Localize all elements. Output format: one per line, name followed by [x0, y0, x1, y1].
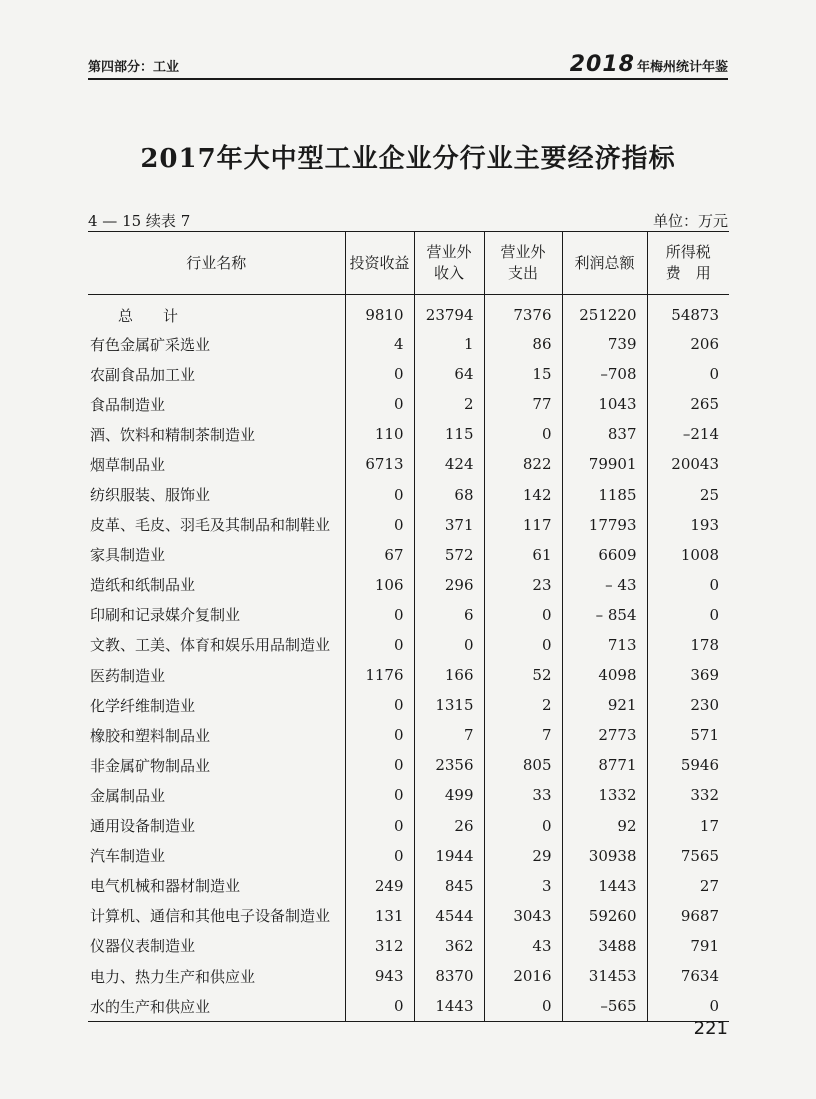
total-profit-value: 8771 [562, 750, 647, 780]
non-operating-expense-value: 3 [484, 871, 562, 901]
income-tax-value: 0 [647, 359, 729, 389]
investment-income-value: 0 [345, 750, 414, 780]
table-header-row [88, 232, 729, 295]
income-tax-value: 54873 [647, 295, 729, 330]
industry-name: 家具制造业 [90, 546, 166, 565]
table-row [88, 510, 729, 540]
non-operating-expense-value: 822 [484, 449, 562, 479]
investment-income-value: 106 [345, 570, 414, 600]
total-profit-value: 2773 [562, 720, 647, 750]
income-tax-value: 17 [647, 811, 729, 841]
non-operating-expense-value: 77 [484, 389, 562, 419]
investment-income-value: 0 [345, 690, 414, 720]
table-row [88, 961, 729, 991]
industry-name: 总 计 [118, 306, 179, 325]
income-tax-value: 1008 [647, 540, 729, 570]
income-tax-value: 0 [647, 570, 729, 600]
non-operating-income-value: 23794 [414, 295, 484, 330]
table-number: 4 — 15 续表 7 [88, 212, 191, 230]
industry-name: 医药制造业 [90, 666, 166, 685]
non-operating-expense-value: 33 [484, 780, 562, 810]
total-profit-value: 1043 [562, 389, 647, 419]
table-row [88, 359, 729, 389]
section-label: 第四部分：工业 [88, 60, 180, 75]
total-profit-value: 3488 [562, 931, 647, 961]
table-row [88, 630, 729, 660]
total-profit-value: 59260 [562, 901, 647, 931]
header-line: 营业外 [426, 243, 472, 261]
industry-name: 水的生产和供应业 [88, 991, 345, 1022]
investment-income-value: 0 [345, 479, 414, 509]
header-line: 费 用 [665, 264, 711, 282]
header-line: 所得税 [665, 243, 711, 261]
income-tax-value: 9687 [647, 901, 729, 931]
income-tax-value: 0 [647, 600, 729, 630]
non-operating-income-value: 6 [414, 600, 484, 630]
income-tax-value: 5946 [647, 750, 729, 780]
industry-name: 烟草制品业 [90, 455, 166, 474]
non-operating-expense-value: 0 [484, 630, 562, 660]
total-profit-value: 1185 [562, 479, 647, 509]
table-row [88, 901, 729, 931]
table-row [88, 811, 729, 841]
income-tax-value: 193 [647, 510, 729, 540]
investment-income-value: 0 [345, 510, 414, 540]
non-operating-income-value: 166 [414, 660, 484, 690]
non-operating-expense-value: 7 [484, 720, 562, 750]
industry-name: 文教、工美、体育和娱乐用品制造业 [90, 636, 331, 655]
industry-name: 农副食品加工业 [90, 365, 196, 384]
non-operating-expense-value: 86 [484, 329, 562, 359]
income-tax-value: 0 [647, 991, 729, 1022]
income-tax-value: 791 [647, 931, 729, 961]
income-tax-value: 571 [647, 720, 729, 750]
table-row [88, 600, 729, 630]
industry-name: 橡胶和塑料制品业 [90, 726, 211, 745]
non-operating-income-value: 572 [414, 540, 484, 570]
non-operating-expense-value: 0 [484, 419, 562, 449]
investment-income-value: 0 [345, 811, 414, 841]
income-tax-value: 206 [647, 329, 729, 359]
page-number: 221 [693, 1018, 728, 1039]
total-profit-value: 79901 [562, 449, 647, 479]
header-investment-income: 投资收益 [345, 232, 414, 295]
table-row [88, 931, 729, 961]
industry-name: 仪器仪表制造业 [90, 937, 196, 956]
industry-name: 通用设备制造业 [90, 817, 196, 836]
table-row [88, 750, 729, 780]
non-operating-income-value: 68 [414, 479, 484, 509]
investment-income-value: 0 [345, 991, 414, 1022]
non-operating-expense-value: 29 [484, 841, 562, 871]
investment-income-value: 131 [345, 901, 414, 931]
non-operating-expense-value: 3043 [484, 901, 562, 931]
non-operating-income-value: 64 [414, 359, 484, 389]
non-operating-expense-value: 142 [484, 479, 562, 509]
investment-income-value: 0 [345, 780, 414, 810]
table-body [88, 295, 729, 1022]
non-operating-expense-value: 0 [484, 811, 562, 841]
industry-name: 汽车制造业 [90, 847, 166, 866]
table-row [88, 991, 729, 1022]
non-operating-income-value: 7 [414, 720, 484, 750]
total-row [88, 295, 729, 330]
total-profit-value: 31453 [562, 961, 647, 991]
total-profit-value: – 854 [562, 600, 647, 630]
non-operating-income-value: 296 [414, 570, 484, 600]
total-profit-value: 17793 [562, 510, 647, 540]
investment-income-value: 0 [345, 600, 414, 630]
table-row [88, 660, 729, 690]
table-row [88, 841, 729, 871]
investment-income-value: 9810 [345, 295, 414, 330]
table-row [88, 449, 729, 479]
header-non-operating-income [414, 232, 484, 295]
indicator-table [88, 231, 729, 1022]
total-profit-value: – 43 [562, 570, 647, 600]
non-operating-income-value: 8370 [414, 961, 484, 991]
income-tax-value: 20043 [647, 449, 729, 479]
table-row [88, 389, 729, 419]
industry-name: 计算机、通信和其他电子设备制造业 [90, 907, 331, 926]
total-profit-value: 4098 [562, 660, 647, 690]
total-profit-value: 713 [562, 630, 647, 660]
investment-income-value: 0 [345, 630, 414, 660]
yearbook-name: 年梅州统计年鉴 [636, 60, 728, 75]
non-operating-income-value: 2356 [414, 750, 484, 780]
income-tax-value: 7565 [647, 841, 729, 871]
investment-income-value: 0 [345, 720, 414, 750]
table-row [88, 780, 729, 810]
income-tax-value: 25 [647, 479, 729, 509]
income-tax-value: 178 [647, 630, 729, 660]
header-line: 营业外 [500, 243, 546, 261]
non-operating-income-value: 362 [414, 931, 484, 961]
total-profit-value: 921 [562, 690, 647, 720]
yearbook-label [570, 52, 728, 77]
non-operating-expense-value: 7376 [484, 295, 562, 330]
total-profit-value: 1332 [562, 780, 647, 810]
table-row [88, 570, 729, 600]
industry-name: 非金属矿物制品业 [90, 756, 211, 775]
investment-income-value: 67 [345, 540, 414, 570]
industry-name: 有色金属矿采选业 [90, 335, 211, 354]
non-operating-expense-value: 61 [484, 540, 562, 570]
header-industry-name: 行业名称 [88, 232, 345, 295]
industry-name: 化学纤维制造业 [90, 696, 196, 715]
table-row [88, 479, 729, 509]
non-operating-income-value: 26 [414, 811, 484, 841]
table-row [88, 720, 729, 750]
non-operating-income-value: 424 [414, 449, 484, 479]
total-profit-value: 739 [562, 329, 647, 359]
yearbook-year: 2018 [569, 52, 635, 77]
investment-income-value: 0 [345, 389, 414, 419]
non-operating-expense-value: 0 [484, 991, 562, 1022]
table-row [88, 871, 729, 901]
income-tax-value: 230 [647, 690, 729, 720]
non-operating-expense-value: 23 [484, 570, 562, 600]
investment-income-value: 1176 [345, 660, 414, 690]
income-tax-value: 369 [647, 660, 729, 690]
header-total-profit: 利润总额 [562, 232, 647, 295]
non-operating-expense-value: 52 [484, 660, 562, 690]
non-operating-income-value: 845 [414, 871, 484, 901]
header-income-tax [647, 232, 729, 295]
non-operating-income-value: 1315 [414, 690, 484, 720]
investment-income-value: 4 [345, 329, 414, 359]
non-operating-income-value: 2 [414, 389, 484, 419]
table-meta [88, 210, 728, 230]
total-profit-value: 30938 [562, 841, 647, 871]
non-operating-expense-value: 117 [484, 510, 562, 540]
non-operating-income-value: 1 [414, 329, 484, 359]
table-row [88, 419, 729, 449]
investment-income-value: 249 [345, 871, 414, 901]
industry-name: 印刷和记录媒介复制业 [90, 606, 241, 625]
investment-income-value: 312 [345, 931, 414, 961]
non-operating-income-value: 371 [414, 510, 484, 540]
investment-income-value: 110 [345, 419, 414, 449]
total-profit-value: 837 [562, 419, 647, 449]
industry-name: 电气机械和器材制造业 [90, 877, 241, 896]
industry-name: 食品制造业 [90, 395, 166, 414]
header-line: 支出 [507, 264, 538, 282]
non-operating-income-value: 4544 [414, 901, 484, 931]
investment-income-value: 0 [345, 359, 414, 389]
page-header [88, 52, 728, 80]
header-non-operating-expense [484, 232, 562, 295]
income-tax-value: 265 [647, 389, 729, 419]
table-row [88, 690, 729, 720]
investment-income-value: 0 [345, 841, 414, 871]
non-operating-expense-value: 2016 [484, 961, 562, 991]
non-operating-income-value: 115 [414, 419, 484, 449]
industry-name: 金属制品业 [90, 786, 166, 805]
non-operating-expense-value: 43 [484, 931, 562, 961]
total-profit-value: 1443 [562, 871, 647, 901]
non-operating-income-value: 1944 [414, 841, 484, 871]
table-row [88, 540, 729, 570]
total-profit-value: –708 [562, 359, 647, 389]
income-tax-value: 7634 [647, 961, 729, 991]
total-profit-value: 92 [562, 811, 647, 841]
industry-name: 纺织服装、服饰业 [90, 486, 211, 505]
non-operating-income-value: 0 [414, 630, 484, 660]
page-title: 2017年大中型工业企业分行业主要经济指标 [140, 144, 676, 174]
table-row [88, 329, 729, 359]
industry-name: 皮革、毛皮、羽毛及其制品和制鞋业 [90, 516, 331, 535]
non-operating-expense-value: 0 [484, 600, 562, 630]
non-operating-expense-value: 805 [484, 750, 562, 780]
industry-name: 酒、饮料和精制茶制造业 [90, 425, 256, 444]
header-line: 收入 [433, 264, 464, 282]
income-tax-value: 27 [647, 871, 729, 901]
non-operating-income-value: 499 [414, 780, 484, 810]
industry-name: 造纸和纸制品业 [90, 576, 196, 595]
non-operating-expense-value: 2 [484, 690, 562, 720]
non-operating-income-value: 1443 [414, 991, 484, 1022]
investment-income-value: 943 [345, 961, 414, 991]
unit-label: 单位：万元 [652, 212, 728, 230]
investment-income-value: 6713 [345, 449, 414, 479]
total-profit-value: –565 [562, 991, 647, 1022]
income-tax-value: 332 [647, 780, 729, 810]
income-tax-value: –214 [647, 419, 729, 449]
industry-name: 电力、热力生产和供应业 [90, 967, 256, 986]
non-operating-expense-value: 15 [484, 359, 562, 389]
total-profit-value: 6609 [562, 540, 647, 570]
total-profit-value: 251220 [562, 295, 647, 330]
